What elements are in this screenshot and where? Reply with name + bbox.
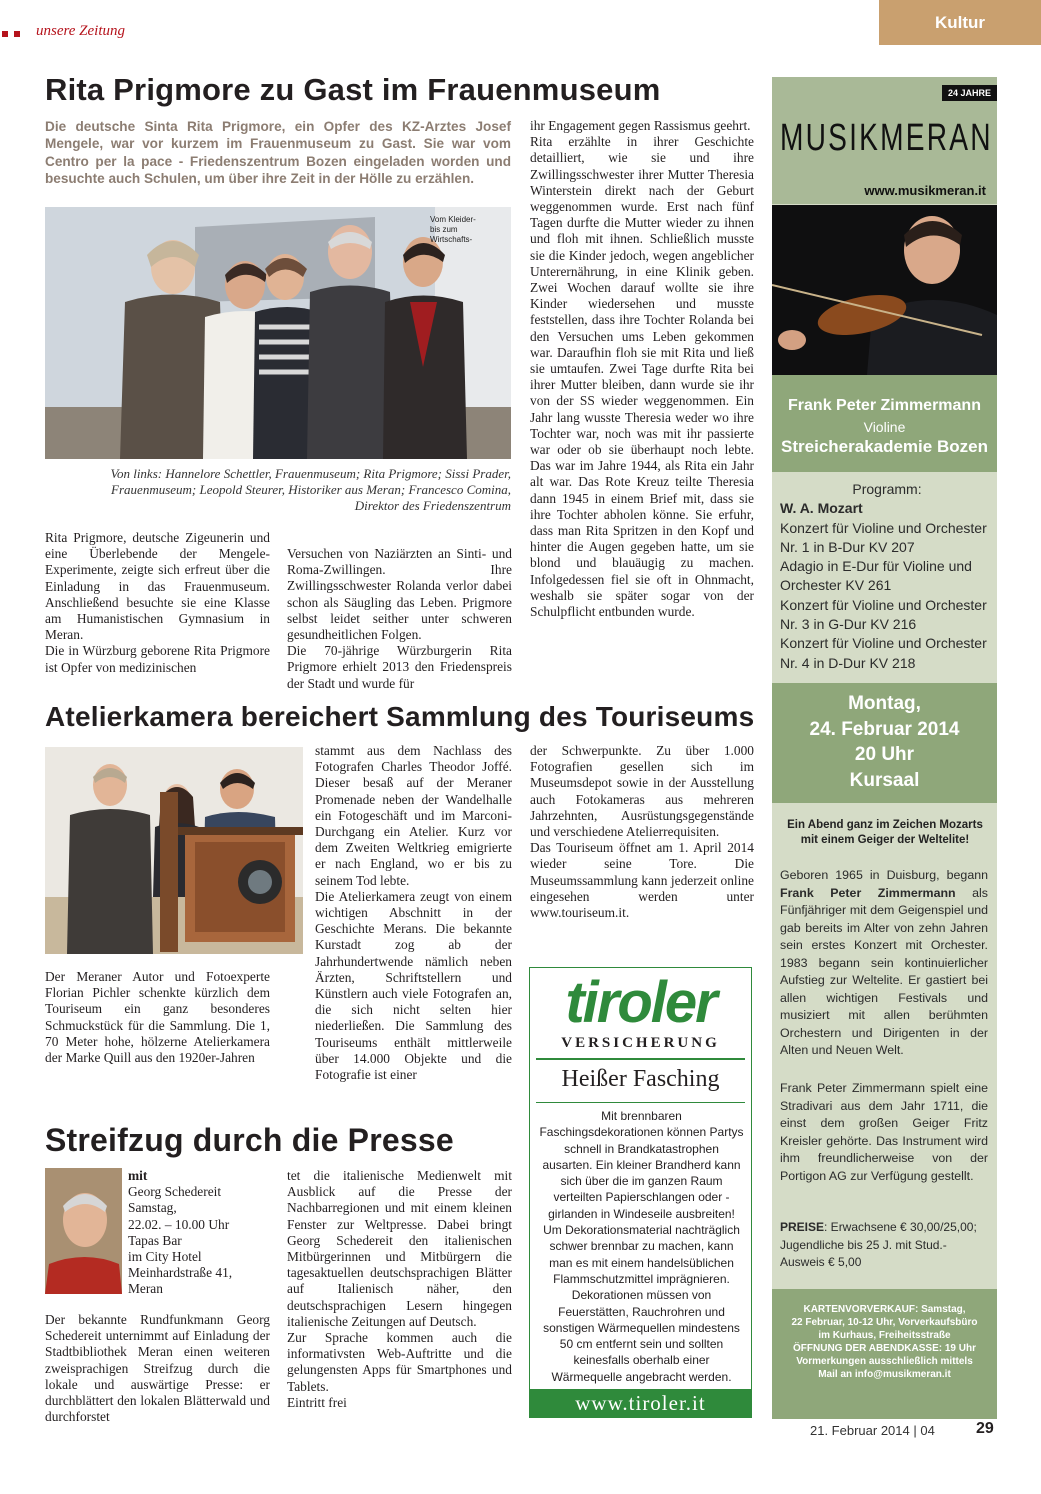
page-number: 29 [976,1420,994,1437]
article2-col1: Der Meraner Autor und Fotoexperte Florian Pichler schenkte kürzlich dem Touriseum ein ganz besonderes Schmuckstück für die Sammlung. Die 1, 70 Meter hohe, hölzerne Atelierkamera der Marke Quill aus den 1920er-Jahren [45,969,270,1066]
date-line: 24. Februar 2014 [809,718,960,740]
article1-col1: Rita Prigmore, deutsche Zigeunerin und eine Überlebende der Mengele-Experimente, zeigte sich erfreut über die Einladung in das Frauenmuseum. Anschließend besuchte sie eine Klasse am Humanistischen Gymnasium in Meran. Die in Würzburg geborene Rita Prigmore ist Opfer von medizinischen [45,530,270,675]
program-line: Adagio in E-Dur für Violine und [780,558,972,575]
tiroler-ad [529,967,752,1418]
box-office-line: ÖFFNUNG DER ABENDKASSE: 19 Uhr [793,1343,976,1354]
article1-col3: ihr Engagement gegen Rassismus geehrt. Rita erzählte in ihrer Geschichte detailliert, wie sie und ihre Zwillingsschwester ihrer Mutter Theresia Winterstein direkt nach der Geburt weggenommen wurde. Erst nach fünf Tagen durfte die Mutter wieder zu ihnen und floh mit ihnen. Schließlich musste sie die Kinder jedoch, wegen angeblicher Unterernährung, in eine Klinik geben. Zwei Wochen darauf wollte sie ihre Kinder wiedersehen und musste feststellen, dass ihre Tochter Rolanda bei den Versuchen ums Leben gekommen war. Daraufhin floh sie mit Rita und ließ sie umtaufen. Zwei Tage durfte Rita bei ihrer Mutter bleiben, dann wurde sie ihr von der SS wieder weggenommen. Ein Jahr lang wusste Theresia weder wo ihre Tochter war, noch was mit ihr passierte war oder ob sie überhaupt noch lebte. Das war im Jahre 1944, als Rita ein Jahr alt war. Das Rote Kreuz teilte Theresia dann 1945 in einem Brief mit, dass sie ihre Tochter abholen könne. Sie erfuhr, dass man Rita Spritzen in den Kopf und hinter die Augen gegeben hatte, um sie blond und blauäugig zu machen. Infolgedessen fiel sie oft in Ohnmacht, weshalb sie später sogar von der Schulpflicht entbunden wurde. [530,118,754,620]
camera-photo [45,747,303,954]
article1-lead: Die deutsche Sinta Rita Prigmore, ein Opfer des KZ-Arztes Josef Mengele, war vor kurzem im Frauenmuseum zu Gast. Sie war vom Centro per la pace - Friedenszentrum Bozen eingeladen worden und besuchte auch Schulen, um über ihre Zeit in der Hölle zu erzählen. [45,119,511,187]
date-line: 20 Uhr [854,744,915,765]
program-line: Konzert für Violine und Orchester [780,519,987,536]
artist-ensemble: Streicherakademie Bozen [781,437,988,456]
footer-date: 21. Februar 2014 | 04 [810,1423,935,1438]
program-line: Orchester KV 261 [780,577,892,594]
date-line: Kursaal [849,769,920,791]
sidebar [772,77,997,1419]
box-office-line: 22 Februar, 10-12 Uhr, Vorverkaufsbüro [791,1317,978,1328]
bio-paragraph-2: Frank Peter Zimmermann spielt eine Stradivari aus dem Jahr 1711, die einst dem großen Geiger Fritz Kreisler gehörte. Das Instrument wird ihm freundlicherweise von der Portigon AG zur Verfügung gestellt. [780,1081,988,1183]
program-composer: W. A. Mozart [780,500,863,517]
tiroler-headline: Heißer Fasching [561,1066,720,1092]
magazine-logo: unsere Zeitung [36,23,126,39]
program-line: Konzert für Violine und Orchester [780,635,987,652]
bio-paragraph-1: Geboren 1965 in Duisburg, begann Frank Peter Zimmermann als Fünfjähriger mit dem Geigenspiel und gab bereits im Alter von zehn Jahren sein erstes Konzert mit Orchester. 1983 begann sein kontinuierlicher Aufstieg zur Weltelite. Er gastiert bei allen wichtigen Festivals und musiziert mit allen berühmten Orchestern und Dirigenten in der Alten und Neuen Welt. [780,868,988,1057]
program-line: Nr. 1 in B-Dur KV 207 [780,538,915,555]
article2-title: Atelierkamera bereichert Sammlung des Touriseums [45,701,755,732]
artist-block [772,375,997,472]
article2-col3: der Schwerpunkte. Zu über 1.000 Fotografien gesellen sich im Museumsdepot sowie in der Ausstellung auch Fotokameras aus mehreren Jahrzehnten, Ausrüstungsgegenstände und verschiedene Atelierrequisiten. Das Touriseum öffnet am 1. April 2014 wieder seine Tore. Die Museumssammlung kann jederzeit online eingesehen werden unter www.touriseum.it. [530,743,754,921]
violinist-photo [772,205,997,375]
section-tab: Kultur [879,0,1041,45]
program-block [780,480,994,673]
article1-title: Rita Prigmore zu Gast im Frauenmuseum [45,72,661,107]
tiroler-text: Mit brennbaren Faschingsdekorationen können Partys schnell in Brandkatastrophen ausarten. Ein kleiner Brandherd kann sich über die im ganzen Raum verteilten Papierschlangen oder -girlanden in Windeseile ausbreiten! Um Dekorationsmaterial nachträglich schwer brennbar zu machen, kann man es mit einem handelsüblichen Flammschutzmittel imprägnieren. Dekorationen müssen von Feuerstätten, Rauchrohren und sonstigen Wärmequellen mindestens 50 cm entfernt sein und sollten keinesfalls oberhalb einer Wärmequelle angebracht werden. [539,1109,744,1384]
musikmeran-url[interactable]: www.musikmeran.it [864,183,986,198]
anniversary-badge: 24 JAHRE [942,85,997,101]
article3-col1: Der bekannte Rundfunkmann Georg Schedereit unternimmt auf Einladung der Stadtbibliothek Meran einen weiteren zweisprachigen Streifzug durch die lokale und auswärtige Presse: er durchblättert den lokalen Blätterwald und durchforstet [45,1312,270,1425]
article2-col2: stammt aus dem Nachlass des Fotografen Charles Theodor Joffé. Dieser besaß auf der Meraner Promenade neben der Wandelhalle ein Fotogeschäft und im Marconi-Durchgang ein Atelier. Kurz vor dem Zweiten Weltkrieg emigrierte er nach England, wo er bis zu seinem Tod lebte. Die Atelierkamera zeugt von einem wichtigen Abschnitt in der Geschichte Merans. Die bekannte Kurstadt zog ab der Jahrhundertwende nämlich neben Ärzten, Schriftstellern und Künstlern auch viele Fotografen an, die sich nicht selten hier niederließen. Die Sammlung des Touriseums enthält mittlerweile über 14.000 Objekte und die Fotografie ist einer [315,743,512,1083]
tiroler-sub: VERSICHERUNG [561,1035,720,1051]
article3-col2: tet die italienische Medienwelt mit Ausblick auf die Presse der Nachbarregionen und mit einem kleinen Fenster zur Weltpresse. Dabei bringt Georg Schedereit den italienischen Mitbürgerinnen und Mitbürgern die tagesaktuellen deutschsprachigen Blätter auf Italienisch näher, den deutschsprachigen Lesern hingegen italienische Zeitungen auf Deutsch. Zur Sprache kommen auch die informativsten Web-Auftritte und die gelungensten Apps für Smartphones und Tablets. Eintritt frei [287,1168,512,1410]
box-office-line: im Kurhaus, Freiheitsstraße [818,1330,951,1341]
artist-name: Frank Peter Zimmermann [788,397,981,414]
article1-col2: Versuchen von Naziärzten an Sinti- und Roma-Zwillingen. Ihre Zwillingsschwester Rolanda verlor dabei schon als Säugling das Leben. Prigmore selbst leidet seither unter schweren gesundheitlichen Folgen. Die 70-jährige Würzburgerin Rita Prigmore erhielt 2013 den Friedenspreis der Stadt und wurde für [287,546,512,691]
box-office-line: KARTENVORVERKAUF: Samstag, [803,1304,966,1315]
program-line: Konzert für Violine und Orchester [780,596,987,613]
date-block [772,683,997,803]
program-title: Programm: [852,481,922,497]
date-line: Montag, [848,693,921,714]
sidebar-logo-block [772,77,997,204]
portrait-photo [45,1168,122,1294]
photo-sign-text: Vom Kleider- bis zum Wirtschafts- [430,215,476,244]
tagline: Ein Abend ganz im Zeichen Mozarts mit einem Geiger der Weltelite! [787,819,983,846]
tiroler-logo: tiroler [565,970,716,1035]
article1-caption: Von links: Hannelore Schettler, Frauenmuseum; Rita Prigmore; Sissi Prader, Frauenmuseum; Leopold Steurer, Historiker aus Meran; Francesco Comina, Direktor des Friedenszentrum [110,466,511,513]
artist-instrument: Violine [863,419,906,435]
box-office [772,1289,997,1419]
prices: PREISE: Erwachsene € 30,00/25,00; Jugendliche bis 25 J. mit Stud.-Ausweis € 5,00 [780,1220,977,1269]
box-office-line: Mail an info@musikmeran.it [818,1369,951,1380]
program-line: Nr. 3 in G-Dur KV 216 [780,616,917,633]
article3-title: Streifzug durch die Presse [45,1122,454,1158]
program-line: Nr. 4 in D-Dur KV 218 [780,654,916,671]
box-office-line: Vormerkungen ausschließlich mittels [796,1356,973,1367]
article3-info: mit Georg Schedereit Samstag, 22.02. – 10.00 Uhr Tapas Bar im City Hotel Meinhardstraße 41, Meran [128,1168,233,1297]
group-photo [45,207,511,459]
tiroler-url[interactable]: www.tiroler.it [530,1389,751,1417]
musikmeran-logo: MUSIKMERAN [780,117,993,159]
